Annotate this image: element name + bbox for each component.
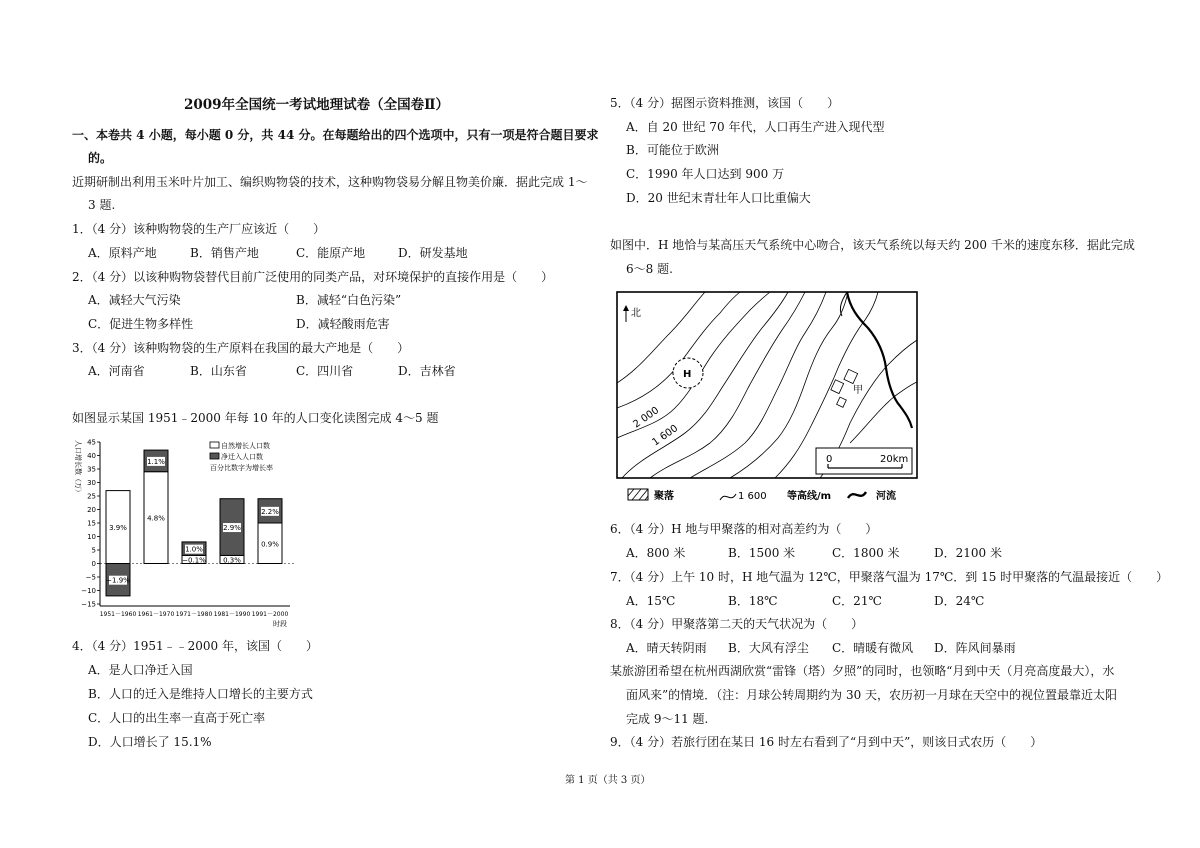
x-category-label: 1971－1980 bbox=[175, 611, 213, 618]
scale-zero: 0 bbox=[826, 454, 833, 465]
x-category-label: 1991－2000 bbox=[251, 611, 289, 618]
y-tick-label: 30 bbox=[87, 479, 96, 487]
q5-option-c: C．1990 年人口达到 900 万 bbox=[626, 167, 785, 181]
q6-option-a: A．800 米 bbox=[626, 546, 686, 560]
q7-option-c: C．21℃ bbox=[832, 594, 882, 608]
q6-option-d: D．2100 米 bbox=[934, 546, 1002, 560]
y-tick-label: −10 bbox=[81, 587, 96, 595]
section-instruction-cont: 的。 bbox=[88, 151, 113, 165]
x-category-label: 1961－1970 bbox=[137, 611, 175, 618]
north-label: 北 bbox=[631, 308, 641, 319]
growth-rate-label: 0.9% bbox=[261, 540, 279, 549]
chart-intro: 如图显示某国 1951﹣2000 年每 10 年的人口变化读图完成 4～5 题 bbox=[72, 411, 439, 425]
h-label: H bbox=[683, 369, 692, 380]
growth-rate-label: −0.1% bbox=[182, 556, 206, 565]
migration-rate-label: 2.2% bbox=[261, 507, 279, 516]
q1-option-d: D．研发基地 bbox=[398, 246, 468, 260]
q3-option-b: B．山东省 bbox=[190, 364, 247, 378]
y-tick-label: 10 bbox=[87, 533, 96, 541]
q5-option-b: B．可能位于欧洲 bbox=[626, 143, 719, 157]
q5-option-a: A．自 20 世纪 70 年代，人口再生产进入现代型 bbox=[626, 120, 885, 134]
page-title: 2009年全国统一考试地理试卷（全国卷Ⅱ） bbox=[184, 97, 449, 113]
y-tick-label: −15 bbox=[81, 600, 96, 609]
q6-option-b: B．1500 米 bbox=[728, 546, 796, 560]
legend-contour-value: 1 600 bbox=[738, 491, 767, 502]
village-label: 甲 bbox=[853, 385, 863, 396]
growth-rate-label: 3.9% bbox=[109, 524, 127, 533]
question-6: 6．（4 分）H 地与甲聚落的相对高差约为（ ） bbox=[610, 522, 878, 536]
page-footer: 第 1 页（共 3 页） bbox=[565, 775, 651, 786]
legend-natural: 自然增长人口数 bbox=[221, 442, 270, 450]
y-tick-label: 40 bbox=[87, 452, 96, 460]
q1-option-a: A．原料产地 bbox=[88, 246, 157, 260]
legend-river: 河流 bbox=[876, 491, 896, 502]
legend-village: 聚落 bbox=[654, 491, 674, 502]
growth-rate-label: 4.8% bbox=[147, 514, 165, 523]
q2-option-a: A．减轻大气污染 bbox=[88, 293, 181, 307]
y-tick-label: 15 bbox=[87, 519, 96, 528]
question-5: 5．（4 分）据图示资料推测，该国（ ） bbox=[610, 96, 840, 110]
legend-contour: 等高线/m bbox=[787, 491, 832, 502]
chart-ylabel: 人口增长数（万） bbox=[74, 440, 82, 496]
y-tick-label: 20 bbox=[87, 506, 96, 514]
y-tick-label: 0 bbox=[91, 560, 96, 568]
legend-note: 百分比数字为增长率 bbox=[210, 464, 273, 472]
q2-option-b: B．减轻“白色污染” bbox=[296, 293, 402, 307]
q6-option-c: C．1800 米 bbox=[832, 546, 900, 560]
legend-migration: 净迁入人口数 bbox=[221, 453, 263, 461]
q2-option-d: D．减轻酸雨危害 bbox=[296, 317, 390, 331]
question-3: 3．（4 分）该种购物袋的生产原料在我国的最大产地是（ ） bbox=[72, 341, 410, 355]
tour-intro: 某旅游团希望在杭州西湖欣赏“雷锋（塔）夕照”的同时，也领略“月到中天（月亮高度最大），水 bbox=[610, 664, 1115, 678]
q7-option-a: A．15℃ bbox=[626, 594, 676, 608]
q3-option-c: C．四川省 bbox=[296, 364, 354, 378]
y-tick-label: 45 bbox=[87, 438, 96, 447]
q4-option-b: B．人口的迁入是维持人口增长的主要方式 bbox=[88, 687, 313, 701]
x-category-label: 1951－1960 bbox=[99, 611, 137, 618]
q4-option-a: A．是人口净迁入国 bbox=[88, 663, 193, 677]
q1-option-c: C．能原产地 bbox=[296, 246, 366, 260]
q1-option-b: B．销售产地 bbox=[190, 246, 259, 260]
q2-option-c: C．促进生物多样性 bbox=[88, 317, 194, 331]
tour-intro-cont1: 面风来”的情境．（注：月球公转周期约为 30 天，农历初一月球在天空中的视位置最靠近太阳 bbox=[626, 688, 1118, 702]
intro-paragraph-cont: 3 题. bbox=[88, 198, 116, 212]
question-2: 2．（4 分）以该种购物袋替代目前广泛使用的同类产品，对环境保护的直接作用是（ ） bbox=[72, 270, 554, 284]
population-chart bbox=[70, 432, 300, 628]
contour-label-1600: 1 600 bbox=[650, 423, 681, 449]
y-tick-label: 25 bbox=[87, 492, 96, 501]
question-4: 4．（4 分）1951﹣﹣2000 年，该国（ ） bbox=[72, 639, 318, 653]
contour-label-2000: 2 000 bbox=[631, 405, 662, 431]
q4-option-d: D．人口增长了 15.1% bbox=[88, 735, 212, 749]
question-9: 9．（4 分）若旅行团在某日 16 时左右看到了“月到中天”，则该日式农历（ ） bbox=[610, 735, 1043, 749]
q8-option-c: C．晴暖有微风 bbox=[832, 641, 914, 655]
chart-xlabel: 时段 bbox=[273, 620, 287, 628]
q7-option-b: B．18℃ bbox=[728, 594, 778, 608]
y-tick-label: 5 bbox=[91, 546, 96, 555]
question-8: 8．（4 分）甲聚落第二天的天气状况为（ ） bbox=[610, 617, 864, 631]
q8-option-a: A．晴天转阴雨 bbox=[626, 641, 707, 655]
migration-rate-label: −1.9% bbox=[106, 576, 130, 585]
migration-rate-label: 1.0% bbox=[185, 545, 203, 554]
intro-paragraph: 近期研制出利用玉米叶片加工、编织购物袋的技术，这种购物袋易分解且物美价廉．据此完成 1～ bbox=[72, 175, 588, 189]
q4-option-c: C．人口的出生率一直高于死亡率 bbox=[88, 711, 266, 725]
question-1: 1．（4 分）该种购物袋的生产厂应该近（ ） bbox=[72, 222, 326, 236]
q5-option-d: D．20 世纪末青壮年人口比重偏大 bbox=[626, 191, 811, 205]
section-instruction: 一、本卷共 4 小题，每小题 0 分，共 44 分。在每题给出的四个选项中，只有一项是符合题目要求 bbox=[72, 128, 599, 142]
map-intro: 如图中．H 地恰与某高压天气系统中心吻合，该天气系统以每天约 200 千米的速度东移．据此完成 bbox=[610, 238, 1135, 252]
contour-map bbox=[610, 288, 920, 508]
legend-migration-swatch bbox=[210, 453, 219, 459]
q3-option-d: D．吉林省 bbox=[398, 364, 456, 378]
q8-option-d: D．阵风间暴雨 bbox=[934, 641, 1016, 655]
q7-option-d: D．24℃ bbox=[934, 594, 985, 608]
y-tick-label: 35 bbox=[87, 465, 96, 474]
q8-option-b: B．大风有浮尘 bbox=[728, 641, 809, 655]
growth-rate-label: 0.3% bbox=[223, 556, 241, 565]
map-intro-cont: 6～8 题. bbox=[626, 262, 673, 276]
q3-option-a: A．河南省 bbox=[88, 364, 145, 378]
question-7: 7．（4 分）上午 10 时，H 地气温为 12℃，甲聚落气温为 17℃．到 15 时甲聚落的气温最接近（ ） bbox=[610, 570, 1169, 584]
migration-rate-label: 1.1% bbox=[147, 457, 165, 466]
legend-natural-swatch bbox=[210, 442, 219, 448]
y-tick-label: −5 bbox=[85, 573, 96, 582]
scale-20km: 20km bbox=[880, 454, 909, 465]
x-category-label: 1981－1990 bbox=[213, 611, 251, 618]
migration-rate-label: 2.9% bbox=[223, 524, 241, 533]
tour-intro-cont2: 完成 9～11 题. bbox=[626, 712, 709, 726]
